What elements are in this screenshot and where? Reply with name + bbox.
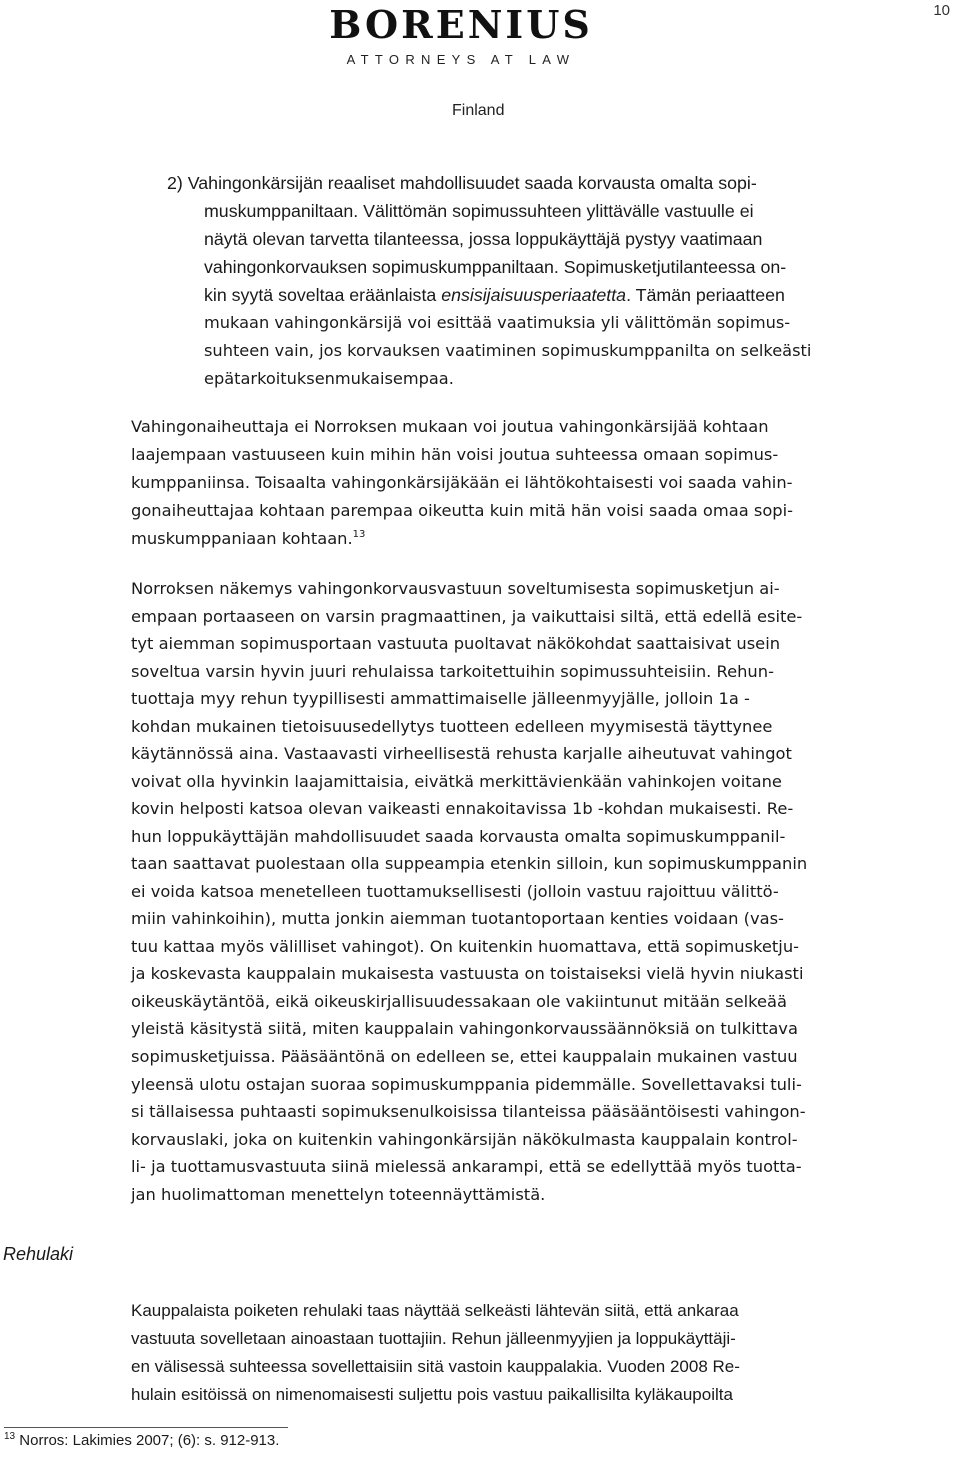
page-number: 10 (933, 2, 950, 19)
paragraph-line: taan saattavat puolestaan olla suppeampia etenkin silloin, kun sopimuskumppanin (131, 854, 808, 874)
list-line: näytä olevan tarvetta tilanteessa, jossa loppukäyttäjä pystyy vaatimaan (204, 229, 763, 249)
paragraph-line: oikeuskäytäntöä, eikä oikeuskirjallisuudessakaan ole vakiintunut mitään selkeää (131, 991, 788, 1011)
paragraph-line: kovin helposti katsoa olevan vaikeasti ennakoitavissa 1b -kohdan mukaisesti. Re- (131, 799, 794, 819)
emphasized-term: ensisijaisuusperiaatetta (441, 285, 627, 305)
paragraph-line: Vahingonaiheuttaja ei Norroksen mukaan voi joutua vahingonkärsijää kohtaan (131, 417, 769, 436)
paragraph-line: ei voida katsoa menetelleen tuottamuksellisesti (jolloin vastuu rajoittuu välittö- (131, 881, 779, 901)
list-line: 2) Vahingonkärsijän reaaliset mahdollisuudet saada korvausta omalta sopi- (167, 173, 757, 193)
text-run: kin syytä soveltaa eräänlaista (204, 285, 442, 305)
paragraph-line: kohdan mukainen tietoisuusedellytys tuotteen edelleen myymisestä täyttynee (131, 716, 773, 736)
paragraph-line: hulain esitöissä on nimenomaisesti suljettu pois vastuu paikallisilta kyläkaupoilta (131, 1385, 733, 1404)
paragraph-line: voivat olla hyvinkin laajamittaisia, eivätkä merkittävienkään vahinkojen voitane (131, 771, 782, 791)
list-line: mukaan vahingonkärsijä voi esittää vaatimuksia yli välittömän sopimus- (204, 313, 791, 332)
paragraph-line: li- ja tuottamusvastuuta siinä mielessä ankarampi, että se edellyttää myös tuotta- (131, 1157, 802, 1177)
paragraph-line: tuottaja myy rehun tyypillisesti ammattimaiselle jälleenmyyjälle, jolloin 1a - (131, 689, 750, 709)
paragraph-line: si tällaisessa puhtaasti sopimuksenulkoisissa tilanteissa pääsääntöisesti vahingon- (131, 1102, 806, 1122)
paragraph-line (131, 528, 365, 550)
paragraph-line: vastuuta sovelletaan ainoastaan tuottajiin. Rehun jälleenmyyjien ja loppukäyttäji- (131, 1329, 736, 1348)
paragraph-line: gonaiheuttajaa kohtaan parempaa oikeutta kuin mitä hän voisi saada omaa sopi- (131, 501, 794, 520)
list-line: suhteen vain, jos korvauksen vaatiminen sopimuskumppanilta on selkeästi (204, 341, 812, 360)
text-run: muskumppaniaan kohtaan. (131, 529, 353, 548)
paragraph-line: korvauslaki, joka on kuitenkin vahingonkärsijän näkökulmasta kauppalain kontrol- (131, 1129, 798, 1149)
paragraph-line: laajempaan vastuuseen kuin mihin hän voisi joutua suhteessa omaan sopimus- (131, 445, 779, 464)
footnote (4, 1432, 279, 1449)
paragraph-line: käytännössä aina. Vastaavasti virheellisestä rehusta karjalle aiheutuvat vahingot (131, 744, 792, 764)
side-heading: Rehulaki (3, 1244, 74, 1264)
paragraph-line: ja koskevasta kauppalain mukaisesta vastuusta on toistaiseksi vielä hyvin niukasti (131, 964, 804, 984)
text-run: . Tämän periaatteen (626, 285, 785, 305)
list-line: vahingonkorvauksen sopimuskumppaniltaan. Sopimusketjutilanteessa on- (204, 257, 787, 277)
paragraph-line: tyt aiemman sopimusportaan vastuuta puoltavat näkökohdat saattaisivat usein (131, 634, 781, 654)
logo-wordmark: BORENIUS (329, 2, 593, 47)
list-line (204, 284, 785, 306)
paragraph-line: jan huolimattoman menettelyn toteennäyttämistä. (131, 1184, 546, 1204)
country-label: Finland (452, 102, 505, 119)
list-line: muskumppaniltaan. Välittömän sopimussuhteen ylittävälle vastuulle ei (204, 201, 754, 221)
paragraph-line: Kauppalaista poiketen rehulaki taas näyttää selkeästi lähtevän siitä, että ankaraa (131, 1301, 739, 1320)
logo-tagline: ATTORNEYS AT LAW (346, 52, 576, 67)
footnote-number: 13 (4, 1431, 16, 1442)
footnote-reference[interactable]: 13 (352, 529, 366, 540)
paragraph-line: empaan portaaseen on varsin pragmaattinen, ja vaikuttaisi siltä, että edellä esite- (131, 606, 803, 626)
list-line: epätarkoituksenmukaisempaa. (204, 369, 454, 388)
footnote-text: Norros: Lakimies 2007; (6): s. 912-913. (15, 1432, 280, 1449)
paragraph-line: hun loppukäyttäjän mahdollisuudet saada korvausta omalta sopimuskumppanil- (131, 826, 786, 846)
paragraph-line: kumppaniinsa. Toisaalta vahingonkärsijäkään ei lähtökohtaisesti voi saada vahin- (131, 473, 793, 492)
paragraph-line: Norroksen näkemys vahingonkorvausvastuun soveltumisesta sopimusketjun ai- (131, 579, 780, 598)
paragraph-line: tuu kattaa myös välilliset vahingot). On kuitenkin huomattava, että sopimusketju- (131, 936, 800, 956)
paragraph-line: sopimusketjuissa. Pääsääntönä on edelleen se, ettei kauppalain mukainen vastuu (131, 1047, 798, 1066)
paragraph-line: miin vahinkoihin), mutta jonkin aiemman tuotantoportaan kenties voidaan (vas- (131, 909, 784, 929)
paragraph-line: yleensä ulotu ostajan suoraa sopimuskumppania pidemmälle. Sovellettavaksi tuli- (131, 1074, 802, 1094)
paragraph-line: yleistä käsitystä siitä, miten kauppalain vahingonkorvaussäännöksiä on tulkittava (131, 1019, 798, 1039)
footnote-separator (4, 1427, 288, 1428)
paragraph-line: soveltua varsin hyvin juuri rehulaissa tarkoitettuihin sopimussuhteisiin. Rehun- (131, 661, 774, 681)
paragraph-line: en välisessä suhteessa sovellettaisiin sitä vastoin kauppalakia. Vuoden 2008 Re- (131, 1357, 740, 1376)
firm-logo (315, 4, 607, 67)
